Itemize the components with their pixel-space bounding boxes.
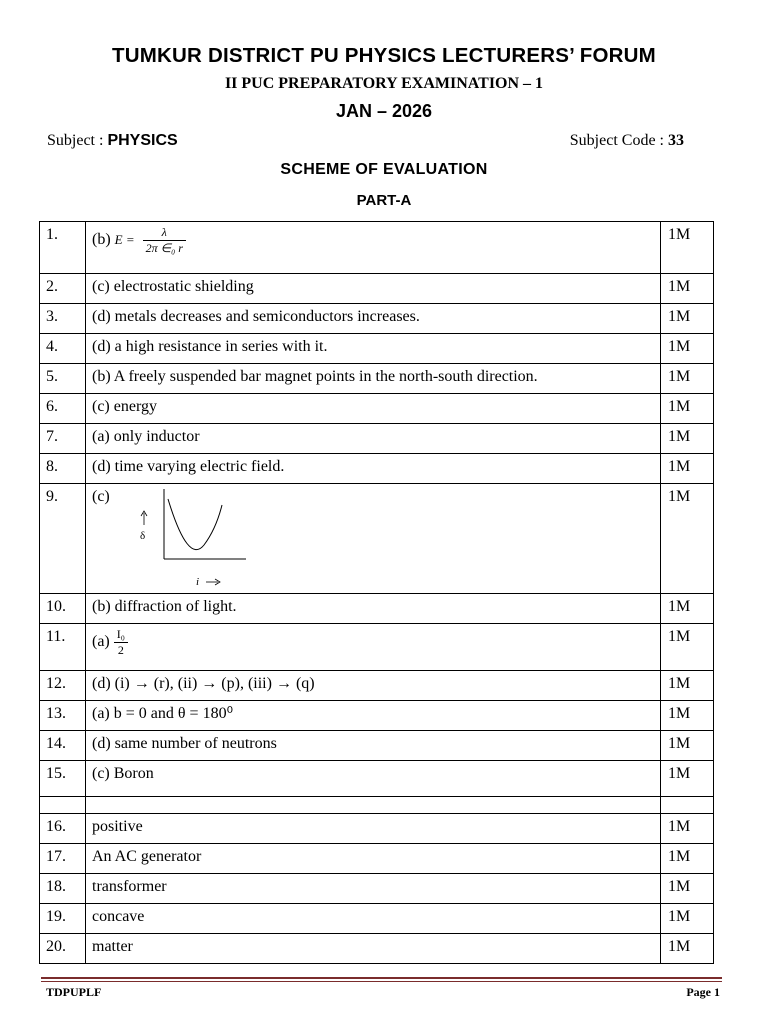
- table-row: [40, 334, 714, 364]
- part-heading: PART-A: [356, 192, 412, 209]
- marks-cell: 1M: [661, 761, 714, 797]
- table-row: [40, 304, 714, 334]
- question-number: 5.: [40, 364, 86, 394]
- x-axis-label: i: [196, 576, 200, 588]
- subject-code-label: Subject Code :: [569, 132, 668, 149]
- question-number: 16.: [40, 814, 86, 844]
- marks-cell: 1M: [661, 334, 714, 364]
- answer-cell: (d) a high resistance in series with it.: [86, 334, 661, 364]
- question-number: 17.: [40, 844, 86, 874]
- question-number: 20.: [40, 934, 86, 964]
- subject-line: [47, 132, 178, 150]
- answer-cell: (c) energy: [86, 394, 661, 424]
- empty-cell: [86, 797, 661, 814]
- answer-cell: (d) (i) → (r), (ii) → (p), (iii) → (q): [86, 671, 661, 701]
- table-row: [40, 424, 714, 454]
- answer-option: (a): [92, 633, 110, 651]
- formula-numerator: λ: [143, 225, 186, 241]
- question-number: 11.: [40, 624, 86, 671]
- answer-cell: An AC generator: [86, 844, 661, 874]
- question-number: 13.: [40, 701, 86, 731]
- marks-cell: 1M: [661, 844, 714, 874]
- marks-cell: 1M: [661, 701, 714, 731]
- footer-divider: [41, 977, 722, 979]
- table-row: [40, 484, 714, 594]
- answer-cell: [86, 484, 661, 594]
- spacer-row: [40, 797, 714, 814]
- y-axis-label: δ: [140, 530, 146, 542]
- marks-cell: 1M: [661, 274, 714, 304]
- answer-cell: [86, 222, 661, 274]
- subject-value: PHYSICS: [107, 132, 178, 149]
- marks-cell: 1M: [661, 364, 714, 394]
- exam-subtitle: II PUC PREPARATORY EXAMINATION – 1: [224, 75, 544, 92]
- question-number: 14.: [40, 731, 86, 761]
- exam-date: JAN – 2026: [335, 101, 433, 121]
- deviation-graph: [136, 487, 276, 591]
- marks-cell: 1M: [661, 874, 714, 904]
- marks-cell: 1M: [661, 671, 714, 701]
- marks-cell: 1M: [661, 394, 714, 424]
- question-number: 15.: [40, 761, 86, 797]
- table-row: [40, 904, 714, 934]
- table-row: [40, 814, 714, 844]
- question-number: 7.: [40, 424, 86, 454]
- table-row: [40, 594, 714, 624]
- marks-cell: 1M: [661, 454, 714, 484]
- subject-code-line: [570, 132, 684, 150]
- answer-cell: (c) electrostatic shielding: [86, 274, 661, 304]
- answer-cell: (b) diffraction of light.: [86, 594, 661, 624]
- answer-cell: (d) metals decreases and semiconductors increases.: [86, 304, 661, 334]
- answer-fraction: [114, 627, 128, 658]
- subject-label: Subject :: [47, 132, 108, 149]
- marks-cell: 1M: [661, 624, 714, 671]
- question-number: 6.: [40, 394, 86, 424]
- answer-option: (c): [92, 488, 110, 505]
- table-row: [40, 761, 714, 797]
- marks-cell: 1M: [661, 424, 714, 454]
- question-number: 19.: [40, 904, 86, 934]
- marks-cell: 1M: [661, 814, 714, 844]
- page-number: Page 1: [686, 985, 720, 999]
- answer-cell: (d) same number of neutrons: [86, 731, 661, 761]
- table-row: [40, 731, 714, 761]
- answer-cell: [86, 624, 661, 671]
- marks-cell: 1M: [661, 484, 714, 594]
- answer-cell: (d) time varying electric field.: [86, 454, 661, 484]
- table-row: [40, 934, 714, 964]
- table-row: [40, 671, 714, 701]
- question-number: 4.: [40, 334, 86, 364]
- marks-cell: 1M: [661, 904, 714, 934]
- question-number: 8.: [40, 454, 86, 484]
- table-row: [40, 394, 714, 424]
- table-row: [40, 222, 714, 274]
- question-number: 12.: [40, 671, 86, 701]
- formula-fraction: [143, 225, 186, 256]
- subject-code-value: 33: [668, 132, 684, 149]
- answer-cell: concave: [86, 904, 661, 934]
- footer-divider-thin: [41, 981, 722, 982]
- answer-option: (b): [92, 231, 111, 249]
- formula-denominator: 2π ∈₀ r: [145, 241, 183, 255]
- table-row: [40, 874, 714, 904]
- marks-cell: 1M: [661, 594, 714, 624]
- question-number: 2.: [40, 274, 86, 304]
- answer-cell: matter: [86, 934, 661, 964]
- answer-cell: (c) Boron: [86, 761, 661, 797]
- answer-cell: (a) only inductor: [86, 424, 661, 454]
- answer-cell: (b) A freely suspended bar magnet points in the north-south direction.: [86, 364, 661, 394]
- table-row: [40, 844, 714, 874]
- table-row: [40, 454, 714, 484]
- answer-cell: transformer: [86, 874, 661, 904]
- answer-cell: positive: [86, 814, 661, 844]
- answer-table: [39, 221, 714, 964]
- marks-cell: 1M: [661, 731, 714, 761]
- question-number: 9.: [40, 484, 86, 594]
- scheme-heading: SCHEME OF EVALUATION: [280, 161, 488, 178]
- question-number: 1.: [40, 222, 86, 274]
- answer-cell: (a) b = 0 and θ = 180⁰: [86, 701, 661, 731]
- formula-lhs: E =: [114, 232, 135, 248]
- document-title: TUMKUR DISTRICT PU PHYSICS LECTURERS’ FORUM: [112, 44, 656, 67]
- marks-cell: 1M: [661, 934, 714, 964]
- table-row: [40, 364, 714, 394]
- marks-cell: 1M: [661, 222, 714, 274]
- table-row: [40, 701, 714, 731]
- empty-cell: [40, 797, 86, 814]
- empty-cell: [661, 797, 714, 814]
- footer-label: TDPUPLF: [46, 985, 102, 999]
- question-number: 18.: [40, 874, 86, 904]
- fraction-denominator: 2: [117, 643, 124, 657]
- deviation-curve: [168, 499, 222, 550]
- table-row: [40, 624, 714, 671]
- table-row: [40, 274, 714, 304]
- question-number: 10.: [40, 594, 86, 624]
- marks-cell: 1M: [661, 304, 714, 334]
- question-number: 3.: [40, 304, 86, 334]
- fraction-numerator: I₀: [114, 627, 128, 643]
